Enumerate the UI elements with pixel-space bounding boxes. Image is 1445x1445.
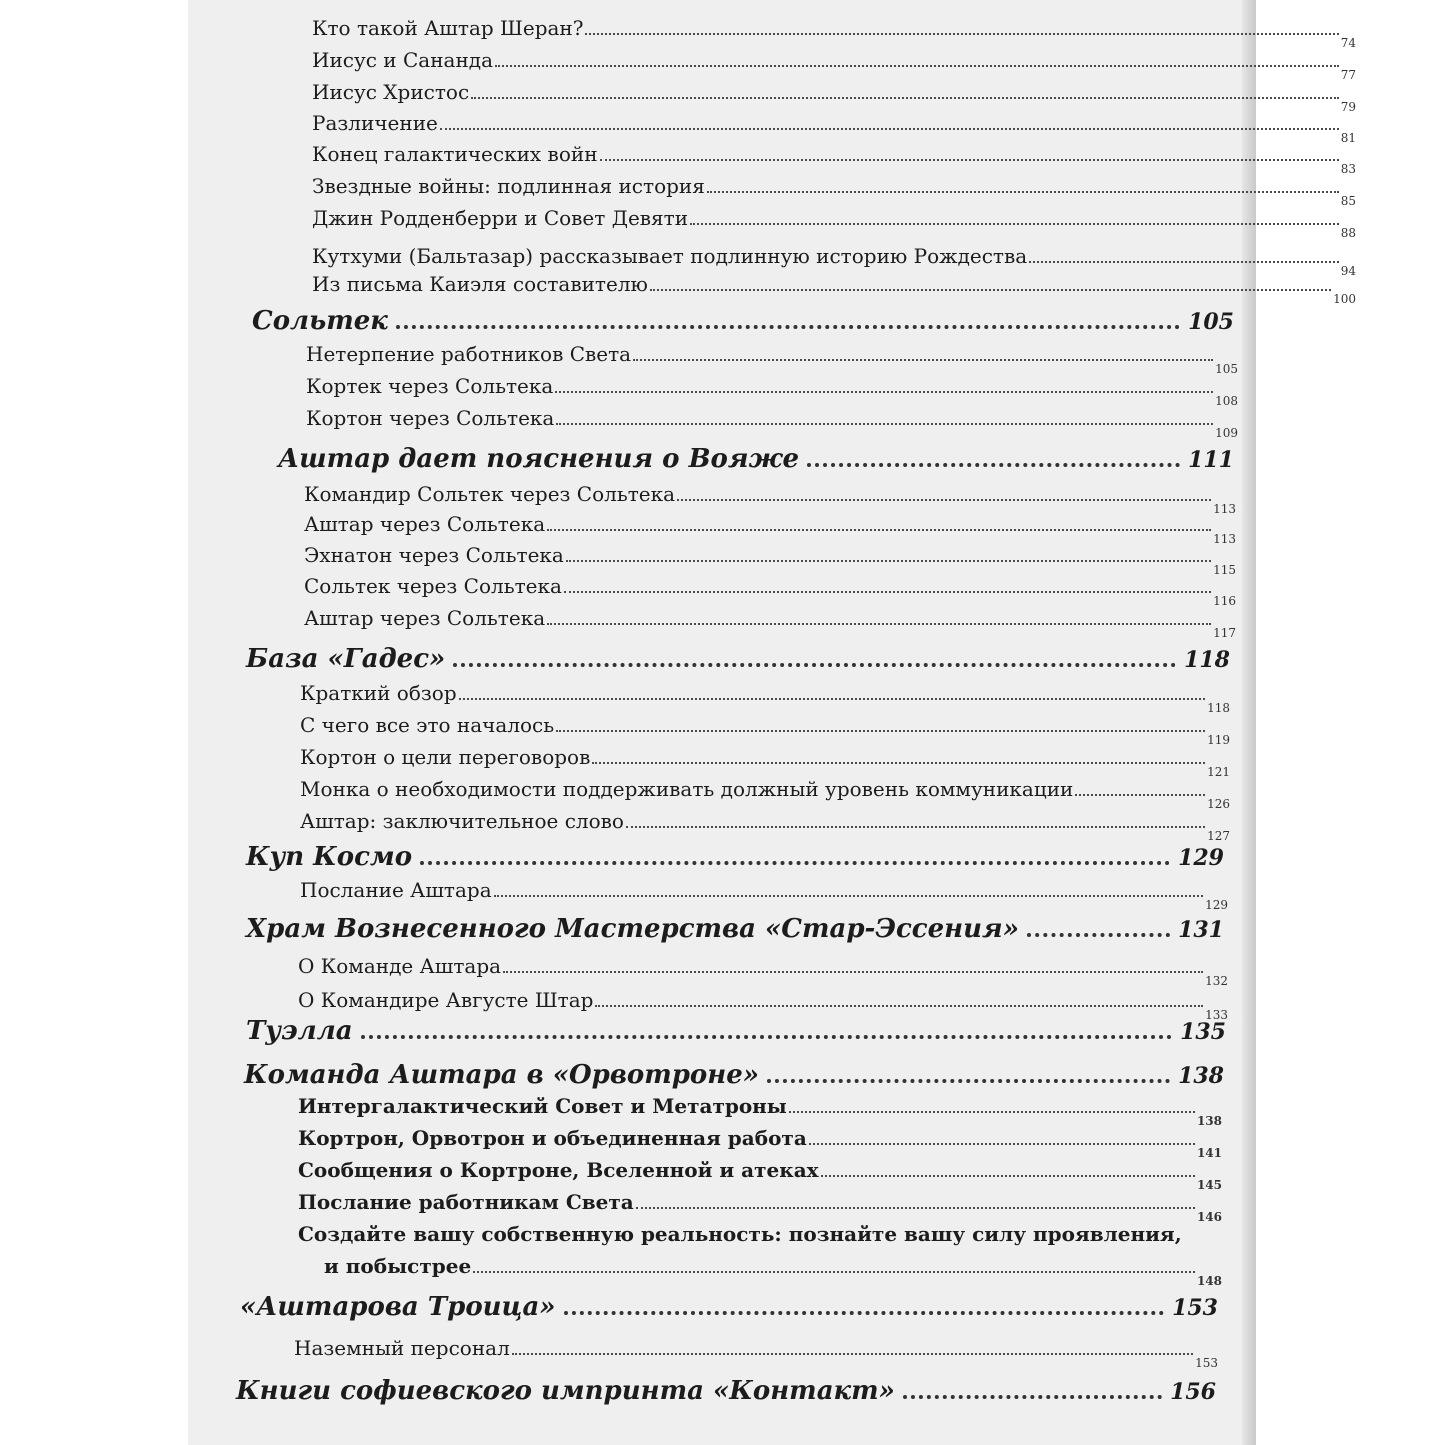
dot-leader — [503, 971, 1203, 973]
dot-leader — [473, 1271, 1195, 1273]
book-page — [188, 0, 1356, 1445]
dot-leader — [677, 499, 1211, 501]
section-title: Аштар дает пояснения о Вояже — [278, 444, 800, 474]
dot-leader — [1075, 794, 1205, 796]
toc-section — [246, 914, 1224, 944]
entry-page: 94 — [1340, 264, 1356, 278]
toc-entry — [312, 80, 1356, 114]
dot-leader — [592, 762, 1205, 764]
section-title: Храм Вознесенного Мастерства «Стар-Эссения» — [246, 914, 1019, 944]
dot-leader — [555, 391, 1213, 393]
entry-title: О Командире Августе Штар — [298, 988, 594, 1012]
entry-title: Сольтек через Сольтека — [304, 574, 562, 598]
entry-title: Кортрон, Орвотрон и объединенная работа — [298, 1126, 807, 1150]
entry-title: Аштар через Сольтека — [304, 606, 546, 630]
dot-leader — [585, 33, 1338, 35]
toc-entry — [304, 543, 1236, 577]
section-page: 156 — [1170, 1379, 1216, 1405]
entry-page: 85 — [1340, 194, 1356, 208]
section-page: 153 — [1172, 1295, 1218, 1321]
entry-title: Конец галактических войн — [312, 142, 598, 166]
toc-entry — [304, 606, 1236, 640]
entry-page: 88 — [1340, 226, 1356, 240]
toc-entry — [312, 48, 1356, 82]
toc-entry — [298, 988, 1228, 1022]
entry-title: Наземный персонал — [294, 1336, 510, 1360]
entry-page: 133 — [1205, 1008, 1228, 1022]
entry-title: Монка о необходимости поддерживать должный уровень коммуникации — [300, 777, 1074, 801]
dot-leader — [1027, 933, 1170, 937]
toc-section — [278, 444, 1234, 474]
section-page: 129 — [1178, 845, 1224, 871]
dot-leader — [361, 1035, 1172, 1039]
dot-leader — [595, 1005, 1203, 1007]
dot-leader — [707, 191, 1339, 193]
entry-page: 141 — [1196, 1146, 1222, 1160]
dot-leader — [690, 223, 1339, 225]
toc-entry — [324, 1254, 1222, 1288]
section-page: 118 — [1184, 647, 1230, 673]
dot-leader — [1029, 261, 1339, 263]
toc-section — [236, 1376, 1216, 1406]
entry-page: 145 — [1196, 1178, 1222, 1192]
dot-leader — [564, 591, 1211, 593]
entry-page: 74 — [1340, 36, 1356, 50]
entry-title: Нетерпение работников Света — [306, 342, 632, 366]
entry-page: 81 — [1340, 131, 1356, 145]
entry-page: 117 — [1213, 626, 1236, 640]
entry-page: 126 — [1207, 797, 1230, 811]
section-title: Туэлла — [246, 1016, 353, 1046]
dot-leader — [821, 1175, 1195, 1177]
entry-page: 127 — [1207, 829, 1230, 843]
section-title: «Аштарова Троица» — [240, 1292, 556, 1322]
entry-title: Иисус и Сананда — [312, 48, 494, 72]
toc-entry — [312, 16, 1356, 50]
dot-leader — [556, 730, 1205, 732]
entry-title: Командир Сольтек через Сольтека — [304, 482, 676, 506]
toc-entry — [298, 1126, 1222, 1160]
dot-leader — [547, 529, 1211, 531]
toc-entry — [298, 1158, 1222, 1192]
toc-entry — [304, 482, 1236, 516]
toc-entry — [312, 142, 1356, 176]
section-title: Команда Аштара в «Орвотроне» — [244, 1060, 760, 1090]
dot-leader — [636, 1207, 1195, 1209]
dot-leader — [626, 826, 1205, 828]
entry-title: Аштар через Сольтека — [304, 512, 546, 536]
toc-entry — [304, 574, 1236, 608]
entry-title: Кто такой Аштар Шеран? — [312, 16, 584, 40]
entry-page: 113 — [1213, 532, 1236, 546]
entry-title: Интергалактический Совет и Метатроны — [298, 1094, 787, 1118]
toc-entry — [306, 406, 1238, 440]
entry-title: О Команде Аштара — [298, 954, 502, 978]
toc-entry — [312, 244, 1356, 278]
toc-entry — [300, 878, 1228, 912]
toc-entry — [300, 809, 1230, 843]
toc-section — [246, 842, 1224, 872]
toc-entry — [300, 777, 1230, 811]
toc-entry — [312, 174, 1356, 208]
toc-entry — [298, 1094, 1222, 1128]
entry-page: 113 — [1213, 502, 1236, 516]
toc-entry — [300, 745, 1230, 779]
entry-title: Эхнатон через Сольтека — [304, 543, 564, 567]
toc-entry — [294, 1336, 1218, 1370]
section-page: 105 — [1188, 309, 1234, 335]
entry-page: 153 — [1195, 1356, 1218, 1370]
section-title: Книги софиевского импринта «Контакт» — [236, 1376, 895, 1406]
entry-title: Послание Аштара — [300, 878, 492, 902]
entry-page: 79 — [1340, 100, 1356, 114]
dot-leader — [440, 128, 1339, 130]
toc-section — [246, 1016, 1226, 1046]
toc-entry — [312, 111, 1356, 145]
section-title: База «Гадес» — [246, 644, 446, 674]
dot-leader — [494, 895, 1203, 897]
entry-title: С чего все это началось — [300, 713, 555, 737]
dot-leader — [633, 359, 1213, 361]
section-page: 135 — [1180, 1019, 1226, 1045]
dot-leader — [471, 97, 1339, 99]
dot-leader — [807, 463, 1180, 467]
entry-title: Из письма Каиэля составителю — [312, 272, 648, 296]
toc-entry — [300, 681, 1230, 715]
dot-leader — [556, 423, 1213, 425]
entry-page: 146 — [1196, 1210, 1222, 1224]
dot-leader — [600, 159, 1339, 161]
entry-page: 115 — [1213, 563, 1236, 577]
toc-entry — [304, 512, 1236, 546]
dot-leader — [512, 1353, 1193, 1355]
toc-section — [244, 1060, 1224, 1090]
entry-page: 132 — [1205, 974, 1228, 988]
entry-page: 129 — [1205, 898, 1228, 912]
entry-page: 100 — [1333, 292, 1356, 306]
section-title: Сольтек — [252, 306, 388, 336]
dot-leader — [420, 861, 1170, 865]
entry-title: и побыстрее — [324, 1254, 472, 1278]
entry-title: Краткий обзор — [300, 681, 457, 705]
toc-entry — [312, 206, 1356, 240]
entry-title: Кортон о цели переговоров — [300, 745, 591, 769]
entry-page: 77 — [1340, 68, 1356, 82]
toc-entry — [300, 713, 1230, 747]
dot-leader — [566, 560, 1211, 562]
toc-entry-first-line: Создайте вашу собственную реальность: познайте вашу силу проявления, — [298, 1222, 1182, 1246]
entry-page: 83 — [1340, 162, 1356, 176]
entry-title: Различение — [312, 111, 438, 135]
toc-entry — [306, 342, 1238, 376]
dot-leader — [547, 623, 1211, 625]
dot-leader — [453, 663, 1176, 667]
entry-page: 119 — [1207, 733, 1230, 747]
entry-page: 105 — [1215, 362, 1238, 376]
toc-section — [246, 644, 1230, 674]
dot-leader — [903, 1395, 1162, 1399]
entry-title: Иисус Христос — [312, 80, 470, 104]
entry-title: Послание работникам Света — [298, 1190, 634, 1214]
entry-page: 118 — [1207, 701, 1230, 715]
dot-leader — [495, 65, 1339, 67]
dot-leader — [650, 289, 1331, 291]
entry-page: 109 — [1215, 426, 1238, 440]
dot-leader — [396, 325, 1180, 329]
section-page: 131 — [1178, 917, 1224, 943]
entry-page: 148 — [1196, 1274, 1222, 1288]
toc-section — [240, 1292, 1218, 1322]
entry-title: Кутхуми (Бальтазар) рассказывает подлинную историю Рождества — [312, 244, 1028, 268]
section-page: 138 — [1178, 1063, 1224, 1089]
toc-entry — [298, 1190, 1222, 1224]
entry-title: Кортек через Сольтека — [306, 374, 554, 398]
entry-title: Аштар: заключительное слово — [300, 809, 624, 833]
toc-entry — [306, 374, 1238, 408]
dot-leader — [459, 698, 1205, 700]
entry-page: 121 — [1207, 765, 1230, 779]
dot-leader — [789, 1111, 1195, 1113]
entry-page: 116 — [1213, 594, 1236, 608]
dot-leader — [564, 1311, 1165, 1315]
dot-leader — [809, 1143, 1195, 1145]
entry-page: 138 — [1196, 1114, 1222, 1128]
toc-entry — [312, 272, 1356, 306]
section-page: 111 — [1188, 447, 1234, 473]
section-title: Куп Космо — [246, 842, 413, 872]
toc-section — [252, 306, 1234, 336]
toc-entry — [298, 954, 1228, 988]
entry-title: Кортон через Сольтека — [306, 406, 555, 430]
entry-title: Джин Родденберри и Совет Девяти — [312, 206, 689, 230]
entry-title: Звездные войны: подлинная история — [312, 174, 705, 198]
entry-title: Сообщения о Кортроне, Вселенной и атеках — [298, 1158, 819, 1182]
dot-leader — [767, 1079, 1170, 1083]
entry-page: 108 — [1215, 394, 1238, 408]
